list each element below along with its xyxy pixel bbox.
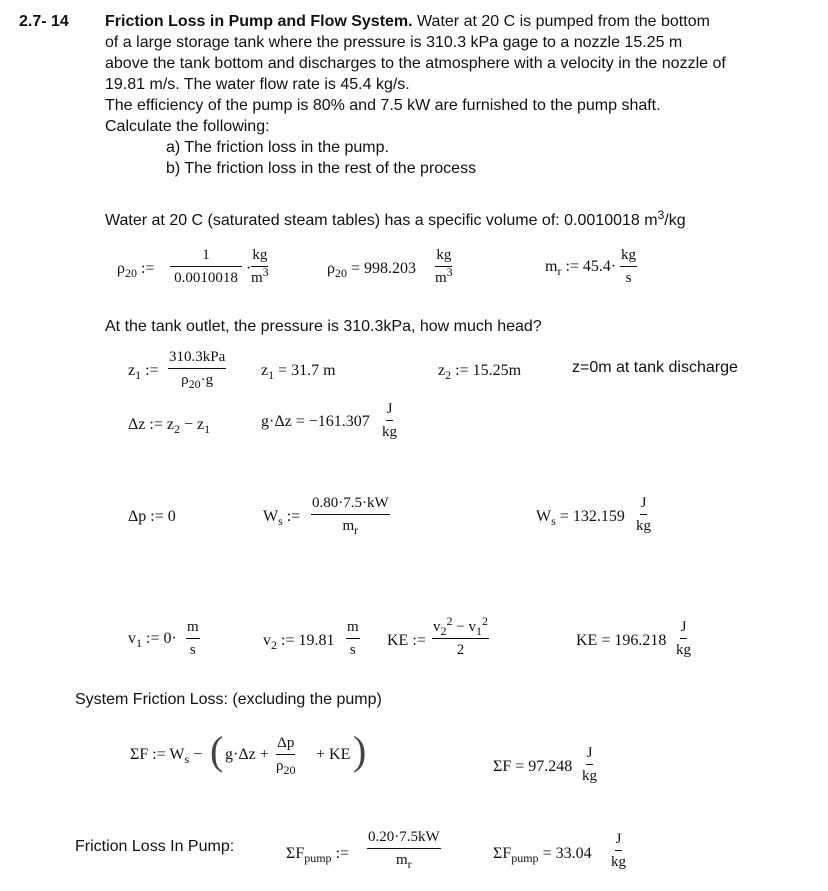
z-subscript: 1 — [204, 422, 211, 436]
z1-definition-lhs — [128, 362, 159, 380]
mass-symbol: m — [395, 852, 408, 868]
dz-definition — [128, 416, 210, 434]
v2-definition — [263, 632, 334, 650]
assign-operator: := — [281, 632, 295, 649]
unit-m: m — [346, 618, 360, 639]
unit-kg: kg — [636, 518, 651, 534]
z-subscript: 1 — [135, 368, 142, 382]
pump-definition-lhs — [286, 845, 349, 863]
assign-operator: := — [335, 845, 350, 862]
sf-unit — [582, 744, 597, 785]
gdz-unit — [382, 400, 397, 441]
problem-line-3: 19.81 m/s. The water flow rate is 45.4 kg/s. — [105, 76, 410, 93]
ke-result — [576, 632, 666, 650]
unit-m: m — [251, 270, 263, 286]
equals-operator: = — [559, 508, 569, 525]
ws-result — [536, 508, 625, 526]
mass-flow-unit — [620, 246, 637, 287]
assign-operator: := — [149, 416, 163, 433]
ke-unit — [676, 618, 691, 659]
ws-unit — [636, 494, 651, 535]
ke-symbol: KE — [329, 746, 351, 763]
z2-value: 15.25m — [472, 362, 522, 379]
z-symbol: z — [128, 362, 136, 379]
problem-line-2: above the tank bottom and discharges to the atmosphere with a velocity in the nozzle of — [105, 55, 726, 72]
z-subscript: 1 — [268, 368, 275, 382]
rho-definition-lhs — [117, 260, 154, 278]
z-symbol: z — [438, 362, 446, 379]
velocity-symbol: v — [263, 632, 271, 649]
rho-symbol: ρ — [276, 758, 284, 774]
unit-m: m — [186, 618, 200, 639]
sigma-f-symbol: ΣF — [493, 845, 512, 862]
right-parenthesis: ) — [353, 728, 367, 773]
problem-line-5: Calculate the following: — [105, 118, 270, 135]
rho-symbol: ρ — [117, 260, 125, 277]
unit-s: s — [189, 642, 196, 658]
problem-line-0: Water at 20 C is pumped from the bottom — [417, 13, 710, 30]
specific-volume-note — [105, 208, 686, 231]
v1-value: 0 — [163, 630, 172, 647]
dz-symbol: Δz — [238, 746, 256, 763]
velocity-subscript: 2 — [440, 624, 447, 638]
unit-s: s — [625, 270, 632, 286]
assign-operator: := — [412, 632, 426, 649]
z-subscript: 2 — [445, 368, 452, 382]
ke-fraction — [432, 612, 489, 659]
assign-operator: := — [565, 258, 579, 275]
v1-definition — [128, 630, 177, 648]
equals-operator: = — [295, 413, 305, 430]
dz-symbol: Δz — [128, 416, 146, 433]
sigma-f-symbol: ΣF — [286, 845, 305, 862]
mass-subscript: r — [407, 857, 412, 871]
rho-subscript: 20 — [283, 763, 296, 777]
velocity-subscript: 2 — [271, 638, 277, 652]
left-parenthesis: ( — [210, 728, 224, 773]
sf-value: 97.248 — [528, 758, 573, 775]
unit-kg: kg — [620, 246, 637, 267]
z-symbol: z — [166, 416, 174, 433]
velocity-symbol: v — [468, 619, 476, 635]
unit-kg: kg — [676, 642, 691, 658]
ws-definition-lhs — [263, 508, 300, 526]
rho-result — [327, 260, 416, 278]
unit-J: J — [386, 400, 394, 421]
ke-definition-lhs — [387, 632, 426, 650]
work-symbol: W — [263, 508, 279, 525]
minus-operator: − — [193, 746, 203, 763]
unit-J: J — [640, 494, 648, 515]
problem-line-4: The efficiency of the pump is 80% and 7.5 kW are furnished to the pump shaft. — [105, 97, 661, 114]
ke-value: 196.218 — [614, 632, 667, 649]
unit-kg: kg — [382, 424, 397, 440]
unit-kg: kg — [251, 246, 268, 267]
unit-m: m — [435, 270, 447, 286]
system-friction-note: System Friction Loss: (excluding the pump) — [75, 691, 382, 708]
v2-unit — [346, 618, 360, 659]
pump-friction-note: Friction Loss In Pump: — [75, 838, 235, 855]
sigma-f-symbol: ΣF — [493, 758, 512, 775]
g-symbol: g — [261, 413, 269, 430]
assign-operator: := — [152, 746, 166, 763]
work-subscript: s — [184, 752, 190, 766]
assign-operator: := — [286, 508, 301, 525]
z-symbol: z — [261, 362, 269, 379]
z1-numerator: 310.3kPa — [168, 348, 226, 369]
rho-subscript: 20 — [124, 266, 137, 280]
assign-operator: := — [140, 260, 155, 277]
problem-line-1: of a large storage tank where the pressure is 310.3 kPa gage to a nozzle 15.25 m — [105, 34, 683, 51]
sf-result — [493, 758, 572, 776]
pump-value: 33.04 — [555, 845, 592, 862]
z-discharge-note: z=0m at tank discharge — [572, 359, 738, 376]
velocity-symbol: v — [128, 630, 136, 647]
pump-subscript: pump — [304, 851, 332, 865]
z1-value: 31.7 m — [291, 362, 336, 379]
unit-s: s — [349, 642, 356, 658]
equals-operator: = — [515, 758, 525, 775]
square-exponent: 2 — [481, 614, 488, 628]
unit-J: J — [586, 744, 594, 765]
assign-operator: := — [150, 508, 164, 525]
work-symbol: W — [536, 508, 552, 525]
assign-operator: := — [145, 362, 159, 379]
work-symbol: W — [169, 746, 185, 763]
work-subscript: s — [278, 514, 283, 528]
pump-fraction — [367, 828, 441, 869]
mass-symbol: m — [545, 258, 558, 275]
v2-value: 19.81 — [298, 632, 335, 649]
velocity-subscript: 1 — [475, 624, 482, 638]
sf-definition-lhs — [130, 746, 202, 764]
problem-item-a: a) The friction loss in the pump. — [166, 139, 389, 156]
velocity-subscript: 1 — [136, 636, 142, 650]
v1-unit — [186, 618, 200, 659]
multiply-dot: · — [171, 630, 177, 647]
problem-number: 2.7- 14 — [19, 13, 69, 30]
dp-definition — [128, 508, 176, 526]
rho-result-unit — [435, 246, 453, 287]
pump-subscript: pump — [511, 851, 539, 865]
unit-cube: 3 — [262, 265, 269, 279]
z2-definition — [438, 362, 521, 380]
specific-volume-text: Water at 20 C (saturated steam tables) has a specific volume of: 0.0010018 m — [105, 212, 658, 229]
dp-value: 0 — [167, 508, 176, 525]
ws-value: 132.159 — [572, 508, 625, 525]
rho-subscript: 20 — [334, 266, 347, 280]
gdz-result — [261, 413, 370, 431]
problem-title: Friction Loss in Pump and Flow System. — [105, 13, 413, 30]
assign-operator: := — [455, 362, 469, 379]
problem-first-line — [105, 12, 710, 32]
pump-numerator: 0.20·7.5kW — [367, 828, 441, 849]
z1-result — [261, 362, 336, 380]
rho-fraction — [170, 246, 242, 287]
sf-dp-fraction — [276, 734, 296, 775]
multiply-dot: · — [269, 413, 275, 430]
unit-J: J — [615, 830, 623, 851]
multiply-dot: · — [610, 258, 617, 275]
g-symbol: g — [225, 746, 233, 763]
mass-flow-definition — [545, 258, 616, 276]
assign-operator: := — [146, 630, 160, 647]
plus-operator: + — [259, 746, 269, 763]
equals-operator: = — [278, 362, 288, 379]
unit-kg: kg — [582, 768, 597, 784]
multiply-dot: · — [246, 260, 252, 277]
g-symbol: g — [205, 372, 214, 388]
square-exponent: 2 — [446, 614, 453, 628]
specific-volume-unit: /kg — [664, 212, 686, 229]
z-symbol: z — [197, 416, 205, 433]
equals-operator: = — [542, 845, 552, 862]
rho-symbol: ρ — [327, 260, 335, 277]
mass-subscript: r — [557, 264, 562, 278]
minus-operator: − — [183, 416, 193, 433]
z1-fraction — [168, 348, 226, 389]
equals-operator: = — [350, 260, 361, 277]
specific-volume-exponent: 3 — [657, 208, 665, 222]
multiply-dot: · — [233, 746, 239, 763]
rho-subscript: 20 — [188, 377, 201, 391]
unit-J: J — [680, 618, 688, 639]
sigma-f-symbol: ΣF — [130, 746, 149, 763]
dp-symbol: Δp — [128, 508, 147, 525]
rho-numerator: 1 — [170, 246, 242, 267]
sf-ke-term — [316, 746, 350, 764]
work-subscript: s — [551, 514, 556, 528]
plus-operator: + — [316, 746, 326, 763]
equals-operator: = — [601, 632, 611, 649]
rho-unit-fraction — [251, 246, 269, 287]
rho-symbol: ρ — [181, 372, 189, 388]
velocity-symbol: v — [433, 619, 441, 635]
unit-cube: 3 — [446, 265, 453, 279]
rho-denominator: 0.0010018 — [174, 270, 238, 286]
dz-symbol: Δz — [274, 413, 292, 430]
dp-symbol: Δp — [276, 734, 295, 755]
problem-item-b: b) The friction loss in the rest of the process — [166, 160, 477, 177]
ws-fraction — [311, 494, 390, 535]
mass-symbol: m — [342, 518, 355, 534]
ws-numerator: 0.80·7.5·kW — [311, 494, 390, 515]
pump-result — [493, 845, 592, 863]
unit-kg: kg — [611, 854, 626, 870]
multiply-dot: · — [200, 372, 206, 388]
gdz-value: −161.307 — [308, 413, 370, 430]
ke-symbol: KE — [576, 632, 598, 649]
minus-operator: − — [456, 619, 465, 635]
ke-symbol: KE — [387, 632, 409, 649]
rho-value: 998.203 — [364, 260, 417, 277]
ke-denominator: 2 — [456, 642, 465, 658]
pump-unit — [611, 830, 626, 871]
mass-flow-value: 45.4 — [582, 258, 611, 275]
tank-outlet-note: At the tank outlet, the pressure is 310.3kPa, how much head? — [105, 318, 542, 335]
mass-subscript: r — [354, 523, 359, 537]
unit-kg: kg — [435, 246, 452, 267]
sf-gdz-term — [225, 746, 269, 764]
z-subscript: 2 — [173, 422, 180, 436]
